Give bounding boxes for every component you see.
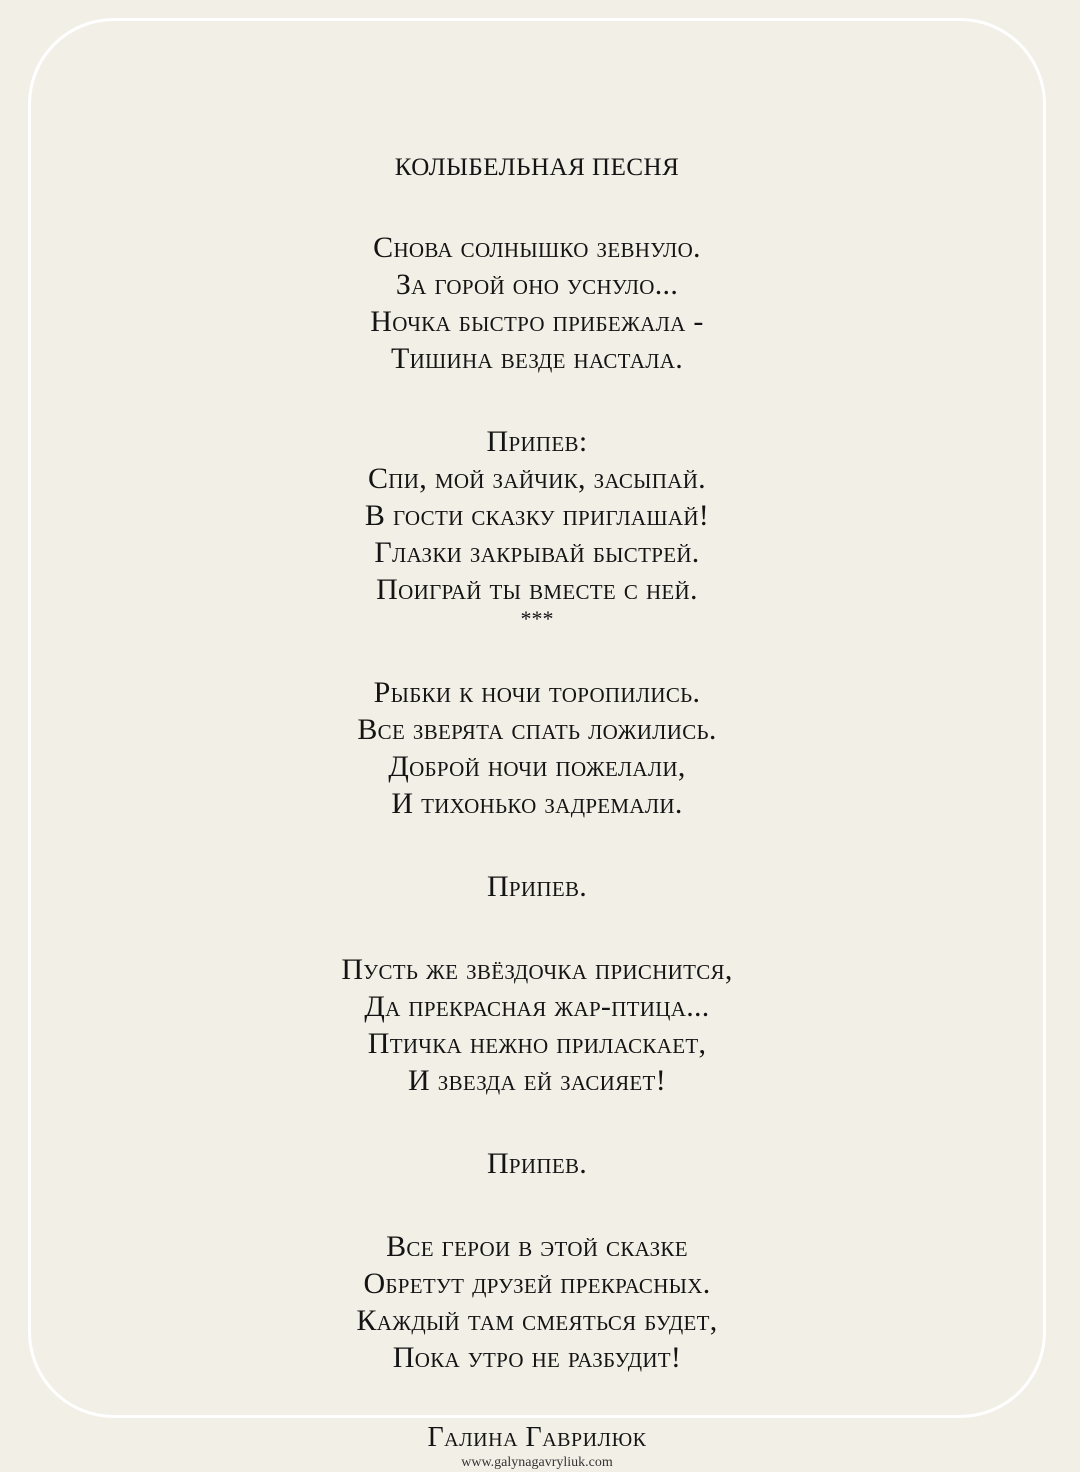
poem-line: Пока утро не разбудит!	[392, 1341, 682, 1374]
poem-line: Рыбки к ночи торопились.	[373, 676, 701, 709]
poem-line: И тихонько задремали.	[391, 787, 683, 820]
poem-line: Спи, мой зайчик, засыпай.	[368, 462, 706, 495]
poem-line: Пусть же звёздочка приснится,	[341, 953, 733, 986]
poem-line: И звезда ей засияет!	[408, 1064, 666, 1097]
stanza-6-chorus-ref	[31, 1145, 1043, 1182]
poem-line: Все зверята спать ложились.	[357, 713, 717, 746]
poem-line: Ночка быстро прибежала -	[370, 305, 704, 338]
stanza-5	[31, 951, 1043, 1099]
poem-line: Птичка нежно приласкает,	[367, 1027, 707, 1060]
poem-line: Глазки закрывай быстрей.	[374, 536, 700, 569]
stanza-7	[31, 1228, 1043, 1376]
poem-line: Снова солнышко зевнуло.	[373, 231, 701, 264]
poem-line: В гости сказку приглашай!	[364, 499, 710, 532]
author-website: www.galynagavryliuk.com	[461, 1455, 613, 1470]
poem-line: Тишина везде настала.	[390, 342, 684, 375]
chorus-heading: Припев:	[486, 425, 588, 458]
stanza-4-chorus-ref	[31, 868, 1043, 905]
poem-line: Доброй ночи пожелали,	[388, 750, 686, 783]
stanza-2-chorus	[31, 423, 1043, 631]
poem-card	[28, 18, 1046, 1470]
poem-line: За горой оно уснуло...	[395, 268, 679, 301]
poem-line: Обретут друзей прекрасных.	[363, 1267, 711, 1300]
chorus-reference: Припев.	[486, 1147, 588, 1180]
poem-title: КОЛЫБЕЛЬНАЯ ПЕСНЯ	[394, 154, 680, 181]
poem-line: Поиграй ты вместе с ней.	[376, 573, 698, 606]
section-separator: ***	[520, 606, 554, 631]
chorus-reference: Припев.	[486, 870, 588, 903]
poem-line: Да прекрасная жар-птица...	[364, 990, 710, 1023]
author-name: Галина Гаврилюк	[427, 1422, 647, 1453]
stanza-3	[31, 674, 1043, 822]
poem-content	[31, 153, 1043, 1472]
stanza-1	[31, 229, 1043, 377]
poem-line: Все герои в этой сказке	[386, 1230, 688, 1263]
poem-line: Каждый там смеяться будет,	[356, 1304, 718, 1337]
